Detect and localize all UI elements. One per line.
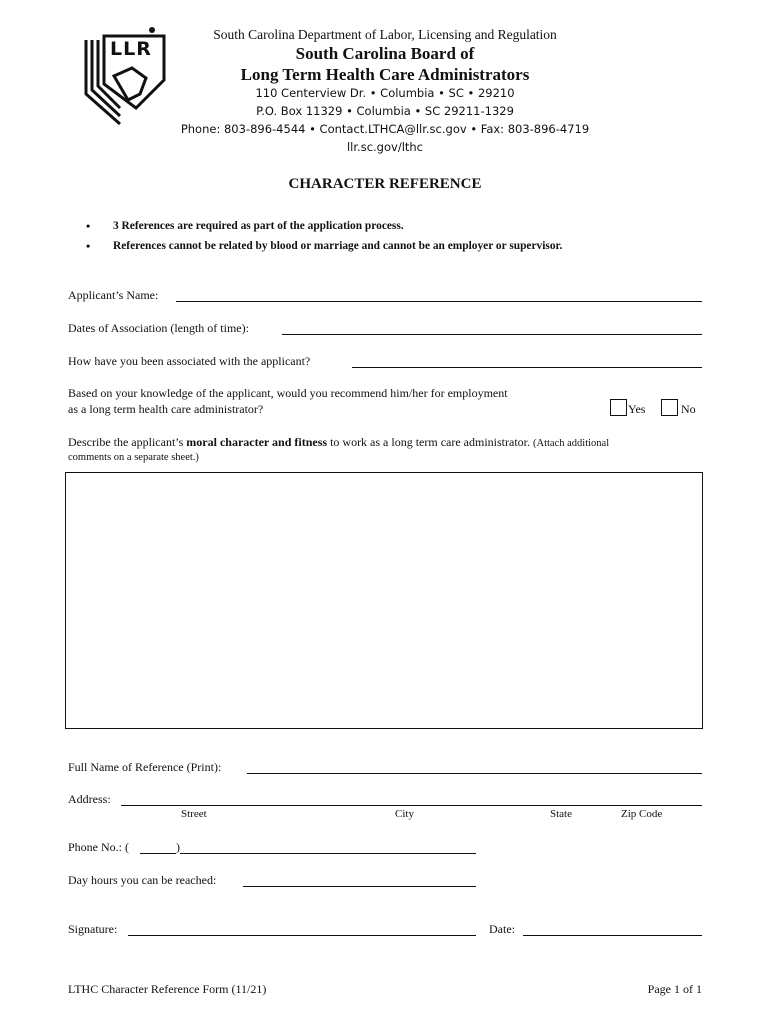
yes-label: Yes	[628, 402, 646, 416]
dates-of-association-label: Dates of Association (length of time):	[68, 321, 249, 335]
board-name-line1: South Carolina Board of	[295, 44, 475, 63]
day-hours-label: Day hours you can be reached:	[68, 873, 217, 887]
dates-of-association-field[interactable]	[282, 334, 702, 335]
describe-text-pre: Describe the applicant’s	[68, 435, 187, 449]
llr-logo	[80, 24, 170, 130]
recommend-question-line1: Based on your knowledge of the applicant, would you recommend him/her for employment	[68, 386, 508, 400]
contact-line: Phone: 803-896-4544 • Contact.LTHCA@llr.sc.gov • Fax: 803-896-4719	[180, 122, 590, 136]
bullet-dot: •	[86, 239, 91, 253]
describe-note: (Attach additional	[533, 438, 610, 449]
department-line: South Carolina Department of Labor, Licensing and Regulation	[213, 27, 557, 42]
signature-field[interactable]	[128, 935, 476, 936]
describe-note-continued: comments on a separate sheet.)	[68, 452, 199, 463]
phone-label: Phone No.: (	[68, 840, 129, 854]
po-box-address: P.O. Box 11329 • Columbia • SC 29211-1329	[256, 104, 514, 118]
footer-form-id: LTHC Character Reference Form (11/21)	[68, 982, 267, 996]
bullet-dot: •	[86, 219, 91, 233]
yes-checkbox[interactable]	[610, 399, 627, 416]
no-label: No	[681, 402, 696, 416]
bullet-item: 3 References are required as part of the application process.	[113, 220, 404, 232]
footer-page-number: Page 1 of 1	[647, 982, 702, 996]
reference-name-field[interactable]	[247, 773, 702, 774]
address-label: Address:	[68, 792, 111, 806]
comments-textarea[interactable]	[65, 472, 703, 729]
date-field[interactable]	[523, 935, 702, 936]
applicant-name-field[interactable]	[176, 301, 702, 302]
association-field[interactable]	[352, 367, 702, 368]
street-address: 110 Centerview Dr. • Columbia • SC • 29210	[255, 86, 515, 100]
phone-paren-close: )	[176, 840, 180, 854]
phone-number-field[interactable]	[180, 853, 476, 854]
recommend-question-line2: as a long term health care administrator?	[68, 402, 264, 416]
phone-area-code-field[interactable]	[140, 853, 176, 854]
signature-label: Signature:	[68, 922, 118, 936]
board-name-line2: Long Term Health Care Administrators	[240, 65, 530, 84]
city-sublabel: City	[395, 808, 414, 820]
association-label: How have you been associated with the applicant?	[68, 354, 311, 368]
address-field[interactable]	[121, 805, 702, 806]
form-title: CHARACTER REFERENCE	[288, 176, 482, 192]
state-sublabel: State	[550, 808, 572, 820]
describe-text-post: to work as a long term care administrator.	[327, 435, 534, 449]
describe-instruction	[68, 435, 609, 450]
day-hours-field[interactable]	[243, 886, 476, 887]
zip-code-sublabel: Zip Code	[621, 808, 663, 820]
logo-text: LLR	[110, 38, 152, 60]
describe-text-bold: moral character and fitness	[186, 435, 328, 449]
applicant-name-label: Applicant’s Name:	[68, 288, 159, 302]
bullet-item: References cannot be related by blood or marriage and cannot be an employer or supervisor.	[113, 240, 563, 252]
no-checkbox[interactable]	[661, 399, 678, 416]
street-sublabel: Street	[181, 808, 207, 820]
reference-name-label: Full Name of Reference (Print):	[68, 760, 222, 774]
website: llr.sc.gov/lthc	[346, 140, 424, 154]
date-label: Date:	[489, 922, 515, 936]
